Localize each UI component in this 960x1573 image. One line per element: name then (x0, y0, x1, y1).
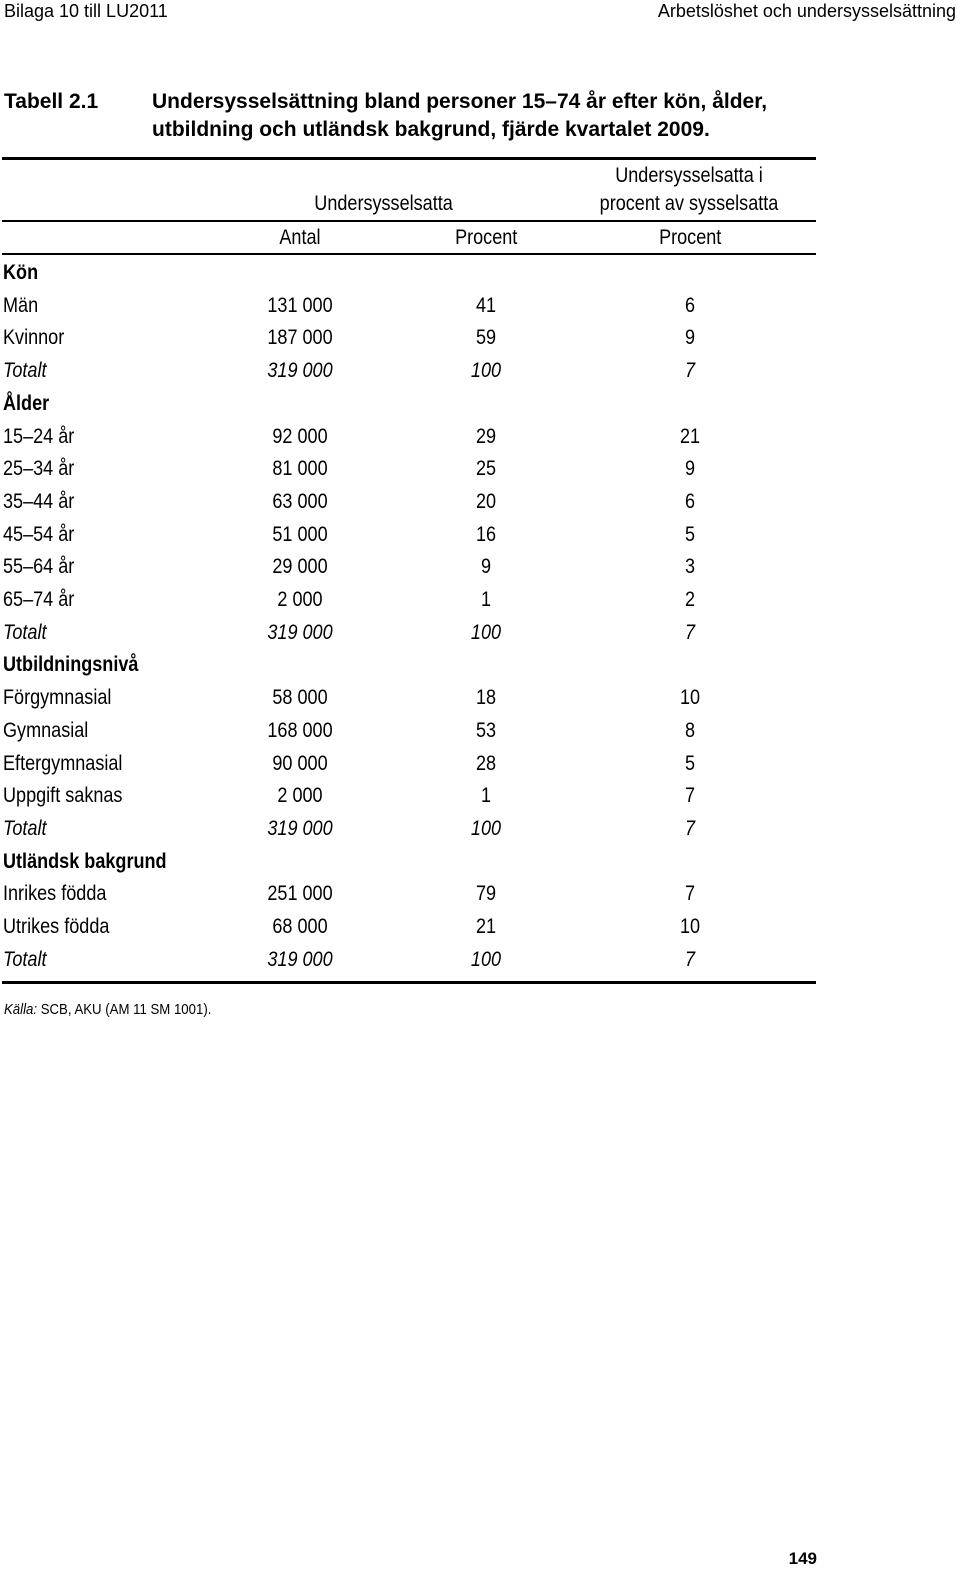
row-label: Män (3, 293, 39, 317)
section-heading: Kön (3, 261, 39, 284)
column-header-antal: Antal (279, 226, 321, 249)
cell-procent-sysselsatta: 10 (679, 686, 701, 710)
row-label: Eftergymnasial (3, 751, 123, 775)
row-label: Uppgift saknas (3, 784, 123, 808)
table-row (0, 910, 820, 943)
row-label: 35–44 år (3, 489, 75, 513)
cell-procent-sysselsatta: 6 (684, 489, 696, 513)
section-heading-row (0, 256, 820, 289)
cell-procent: 100 (470, 620, 502, 644)
cell-procent: 100 (470, 947, 502, 971)
running-header-left: Bilaga 10 till LU2011 (4, 1, 168, 21)
cell-antal: 2 000 (277, 588, 323, 611)
cell-antal: 63 000 (272, 489, 328, 513)
cell-procent: 21 (475, 915, 497, 938)
group-header-undersysselsatta: Undersysselsatta (314, 192, 454, 215)
total-row (0, 616, 820, 649)
cell-procent-sysselsatta: 7 (684, 359, 696, 383)
section-heading-row (0, 845, 820, 878)
cell-procent-sysselsatta: 2 (684, 588, 696, 611)
table-bottom-rule (2, 981, 816, 984)
cell-procent-sysselsatta: 21 (679, 424, 701, 448)
cell-antal: 319 000 (267, 359, 333, 383)
cell-procent: 18 (475, 686, 497, 710)
cell-antal: 187 000 (267, 326, 333, 350)
cell-antal: 51 000 (272, 522, 328, 546)
cell-procent: 79 (475, 882, 497, 906)
cell-antal: 319 000 (267, 620, 333, 644)
cell-procent: 29 (475, 424, 497, 448)
cell-antal: 29 000 (272, 555, 328, 579)
row-label: 65–74 år (3, 588, 75, 611)
cell-procent: 100 (470, 359, 502, 383)
row-label: Utrikes födda (3, 915, 110, 938)
table-row (0, 681, 820, 714)
cell-procent-sysselsatta: 9 (684, 326, 696, 350)
cell-procent-sysselsatta: 9 (684, 457, 696, 481)
cell-antal: 81 000 (272, 457, 328, 481)
section-heading-row (0, 648, 820, 681)
table-title-line-2: utbildning och utländsk bakgrund, fjärde kvartalet 2009. (152, 118, 710, 141)
row-label: 15–24 år (3, 424, 75, 448)
cell-procent-sysselsatta: 5 (684, 751, 696, 775)
cell-antal: 90 000 (272, 751, 328, 775)
cell-procent-sysselsatta: 6 (684, 293, 696, 317)
cell-procent-sysselsatta: 5 (684, 522, 696, 546)
section-heading: Utländsk bakgrund (3, 849, 167, 873)
row-label: Totalt (3, 359, 47, 383)
table-row (0, 747, 820, 780)
table-row (0, 321, 820, 354)
cell-procent-sysselsatta: 10 (679, 915, 701, 938)
table-row (0, 420, 820, 453)
row-label: Inrikes födda (3, 882, 107, 906)
row-label: Gymnasial (3, 718, 89, 742)
row-label: Förgymnasial (3, 686, 112, 710)
column-header-procent-sysselsatta: Procent (658, 226, 722, 249)
table-label: Tabell 2.1 (4, 90, 99, 113)
row-label: 25–34 år (3, 457, 75, 481)
table-row (0, 779, 820, 812)
row-label: Totalt (3, 947, 47, 971)
table-title (152, 88, 852, 144)
table-top-rule (2, 157, 816, 160)
source-note (4, 1000, 211, 1020)
table-title-line-1: Undersysselsättning bland personer 15–74 år efter kön, ålder, (152, 90, 768, 113)
cell-procent: 25 (475, 457, 497, 481)
total-row (0, 354, 820, 387)
total-row (0, 812, 820, 845)
cell-procent: 53 (475, 718, 497, 742)
row-label: 55–64 år (3, 555, 75, 579)
table-row (0, 714, 820, 747)
table-row (0, 550, 820, 583)
running-header-right: Arbetslöshet och undersysselsättning (657, 1, 956, 21)
cell-procent-sysselsatta: 3 (684, 555, 696, 579)
cell-antal: 68 000 (272, 915, 328, 938)
row-label: Totalt (3, 816, 47, 840)
table-row (0, 485, 820, 518)
cell-antal: 319 000 (267, 947, 333, 971)
cell-antal: 251 000 (267, 882, 333, 906)
cell-procent: 28 (475, 751, 497, 775)
total-row (0, 943, 820, 976)
cell-procent: 59 (475, 326, 497, 350)
cell-antal: 92 000 (272, 424, 328, 448)
section-heading: Utbildningsnivå (3, 653, 139, 677)
table-row (0, 877, 820, 910)
cell-procent-sysselsatta: 7 (684, 816, 696, 840)
source-text: SCB, AKU (AM 11 SM 1001). (37, 1001, 212, 1018)
header-rule (2, 220, 816, 222)
cell-procent: 41 (475, 293, 497, 317)
table-row (0, 583, 820, 616)
section-heading: Ålder (3, 391, 50, 415)
page-number: 149 (788, 1549, 817, 1568)
table-row (0, 518, 820, 551)
column-header-rule (2, 253, 816, 255)
cell-procent-sysselsatta: 7 (684, 620, 696, 644)
cell-procent: 100 (470, 816, 502, 840)
cell-procent-sysselsatta: 8 (684, 718, 696, 742)
group-header-percent-of-employed: Undersysselsatta i procent av sysselsatta (599, 164, 779, 215)
row-label: Kvinnor (3, 326, 65, 350)
table-row (0, 289, 820, 322)
cell-procent-sysselsatta: 7 (684, 947, 696, 971)
cell-antal: 168 000 (267, 718, 333, 742)
cell-procent: 9 (480, 555, 492, 579)
cell-antal: 319 000 (267, 816, 333, 840)
cell-procent: 1 (480, 588, 492, 611)
source-label: Källa: (4, 1001, 38, 1018)
cell-procent-sysselsatta: 7 (684, 882, 696, 906)
cell-antal: 2 000 (277, 784, 323, 808)
cell-procent: 20 (475, 489, 497, 513)
cell-antal: 131 000 (267, 293, 333, 317)
column-header-procent: Procent (454, 226, 518, 249)
row-label: 45–54 år (3, 522, 75, 546)
cell-procent: 16 (475, 522, 497, 546)
cell-procent: 1 (480, 784, 492, 808)
cell-procent-sysselsatta: 7 (684, 784, 696, 808)
section-heading-row (0, 387, 820, 420)
row-label: Totalt (3, 620, 47, 644)
table-row (0, 452, 820, 485)
cell-antal: 58 000 (272, 686, 328, 710)
